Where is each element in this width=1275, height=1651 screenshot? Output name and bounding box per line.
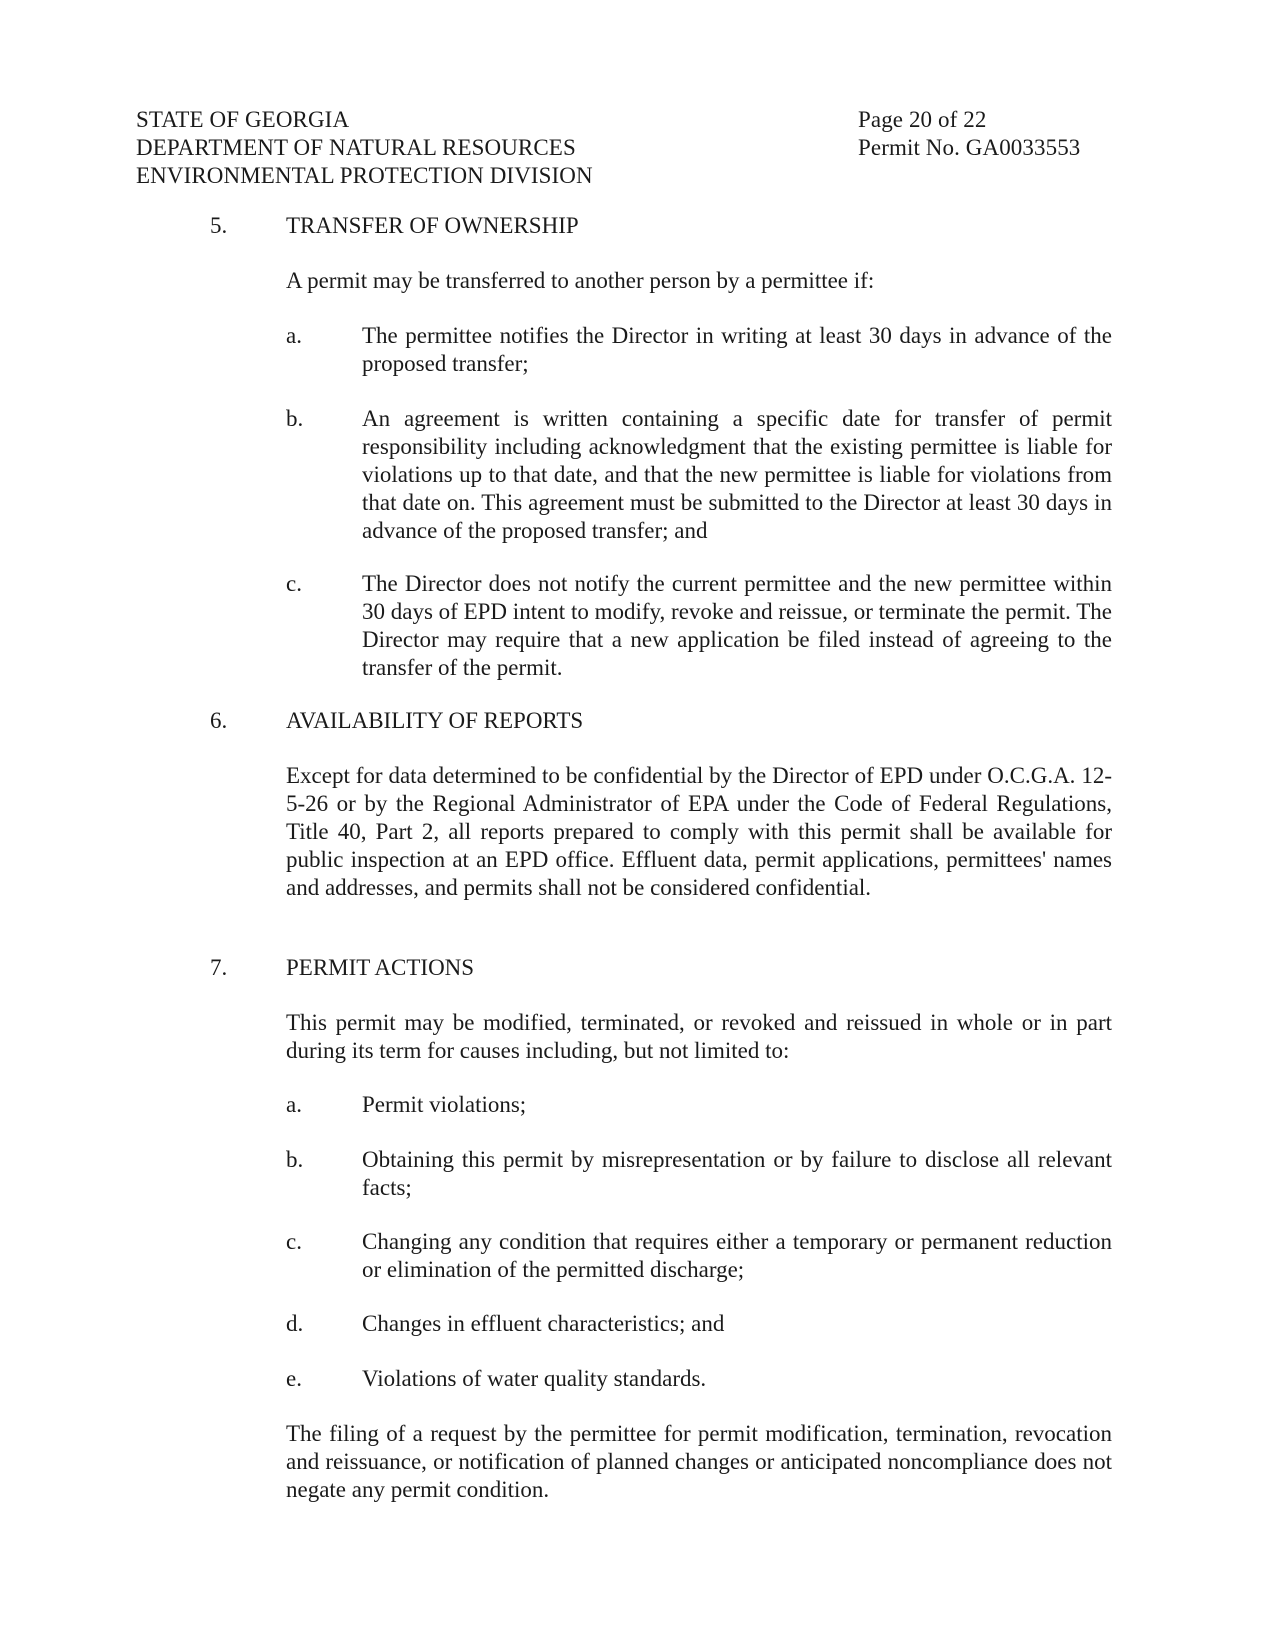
section-title: PERMIT ACTIONS <box>286 955 475 980</box>
list-item-letter: b. <box>286 406 304 431</box>
header-department: DEPARTMENT OF NATURAL RESOURCES <box>136 135 576 160</box>
list-item-letter: b. <box>286 1147 304 1172</box>
header-state: STATE OF GEORGIA <box>136 107 350 132</box>
header-division: ENVIRONMENTAL PROTECTION DIVISION <box>136 163 593 188</box>
section-heading-transfer-of-ownership <box>0 212 1275 240</box>
list-item-text: Permit violations; <box>362 1092 527 1117</box>
list-item-text: The permittee notifies the Director in writing at least 30 days in advance of the proposed transfer; <box>362 323 1112 376</box>
list-item-letter: a. <box>286 1092 302 1117</box>
list-item-text: Violations of water quality standards. <box>362 1366 707 1391</box>
list-item-letter: a. <box>286 323 302 348</box>
list-item-text: Obtaining this permit by misrepresentation or by failure to disclose all relevant facts; <box>362 1147 1112 1200</box>
list-item-text: Changes in effluent characteristics; and <box>362 1311 725 1336</box>
section-number: 6. <box>210 708 228 733</box>
list-item-text: Changing any condition that requires either a temporary or permanent reduction or elimination of the permitted discharge; <box>362 1229 1112 1282</box>
section-intro-paragraph: A permit may be transferred to another person by a permittee if: <box>286 268 875 293</box>
list-item-letter: e. <box>286 1366 302 1391</box>
section-heading-permit-actions <box>0 954 1275 982</box>
list-item-letter: c. <box>286 1229 302 1254</box>
section-intro-paragraph: This permit may be modified, terminated, or revoked and reissued in whole or in part during its term for causes including, but not limited to: <box>286 1010 1112 1063</box>
section-body-paragraph: Except for data determined to be confidential by the Director of EPD under O.C.G.A. 12-5-26 or by the Regional Administrator of EPA under the Code of Federal Regulations, Title 40, Part 2, all reports prepared to comply with this permit shall be available for public inspection at an EPD office. Effluent data, permit applications, permittees' names and addresses, and permits shall not be considered confidential. <box>286 763 1112 900</box>
list-item-text: The Director does not notify the current permittee and the new permittee within 30 days of EPD intent to modify, revoke and reissue, or terminate the permit. The Director may require that a new application be filed instead of agreeing to the transfer of the permit. <box>362 571 1112 680</box>
list-item-letter: d. <box>286 1311 304 1336</box>
page-info-header <box>858 106 1178 162</box>
page-number: Page 20 of 22 <box>858 107 987 132</box>
agency-header <box>136 106 696 190</box>
list-item-letter: c. <box>286 571 302 596</box>
section-closing-paragraph: The filing of a request by the permittee for permit modification, termination, revocation and reissuance, or notification of planned changes or anticipated noncompliance does not negate any permit condition. <box>286 1421 1112 1502</box>
section-number: 5. <box>210 213 228 238</box>
section-heading-availability-of-reports <box>0 707 1275 735</box>
section-title: TRANSFER OF OWNERSHIP <box>286 213 579 238</box>
permit-number: Permit No. GA0033553 <box>858 135 1081 160</box>
section-title: AVAILABILITY OF REPORTS <box>286 708 584 733</box>
list-item-text: An agreement is written containing a specific date for transfer of permit responsibility including acknowledgment that the existing permittee is liable for violations up to that date, and that the new permittee is liable for violations from that date on. This agreement must be submitted to the Director at least 30 days in advance of the proposed transfer; and <box>362 406 1112 543</box>
section-number: 7. <box>210 955 228 980</box>
